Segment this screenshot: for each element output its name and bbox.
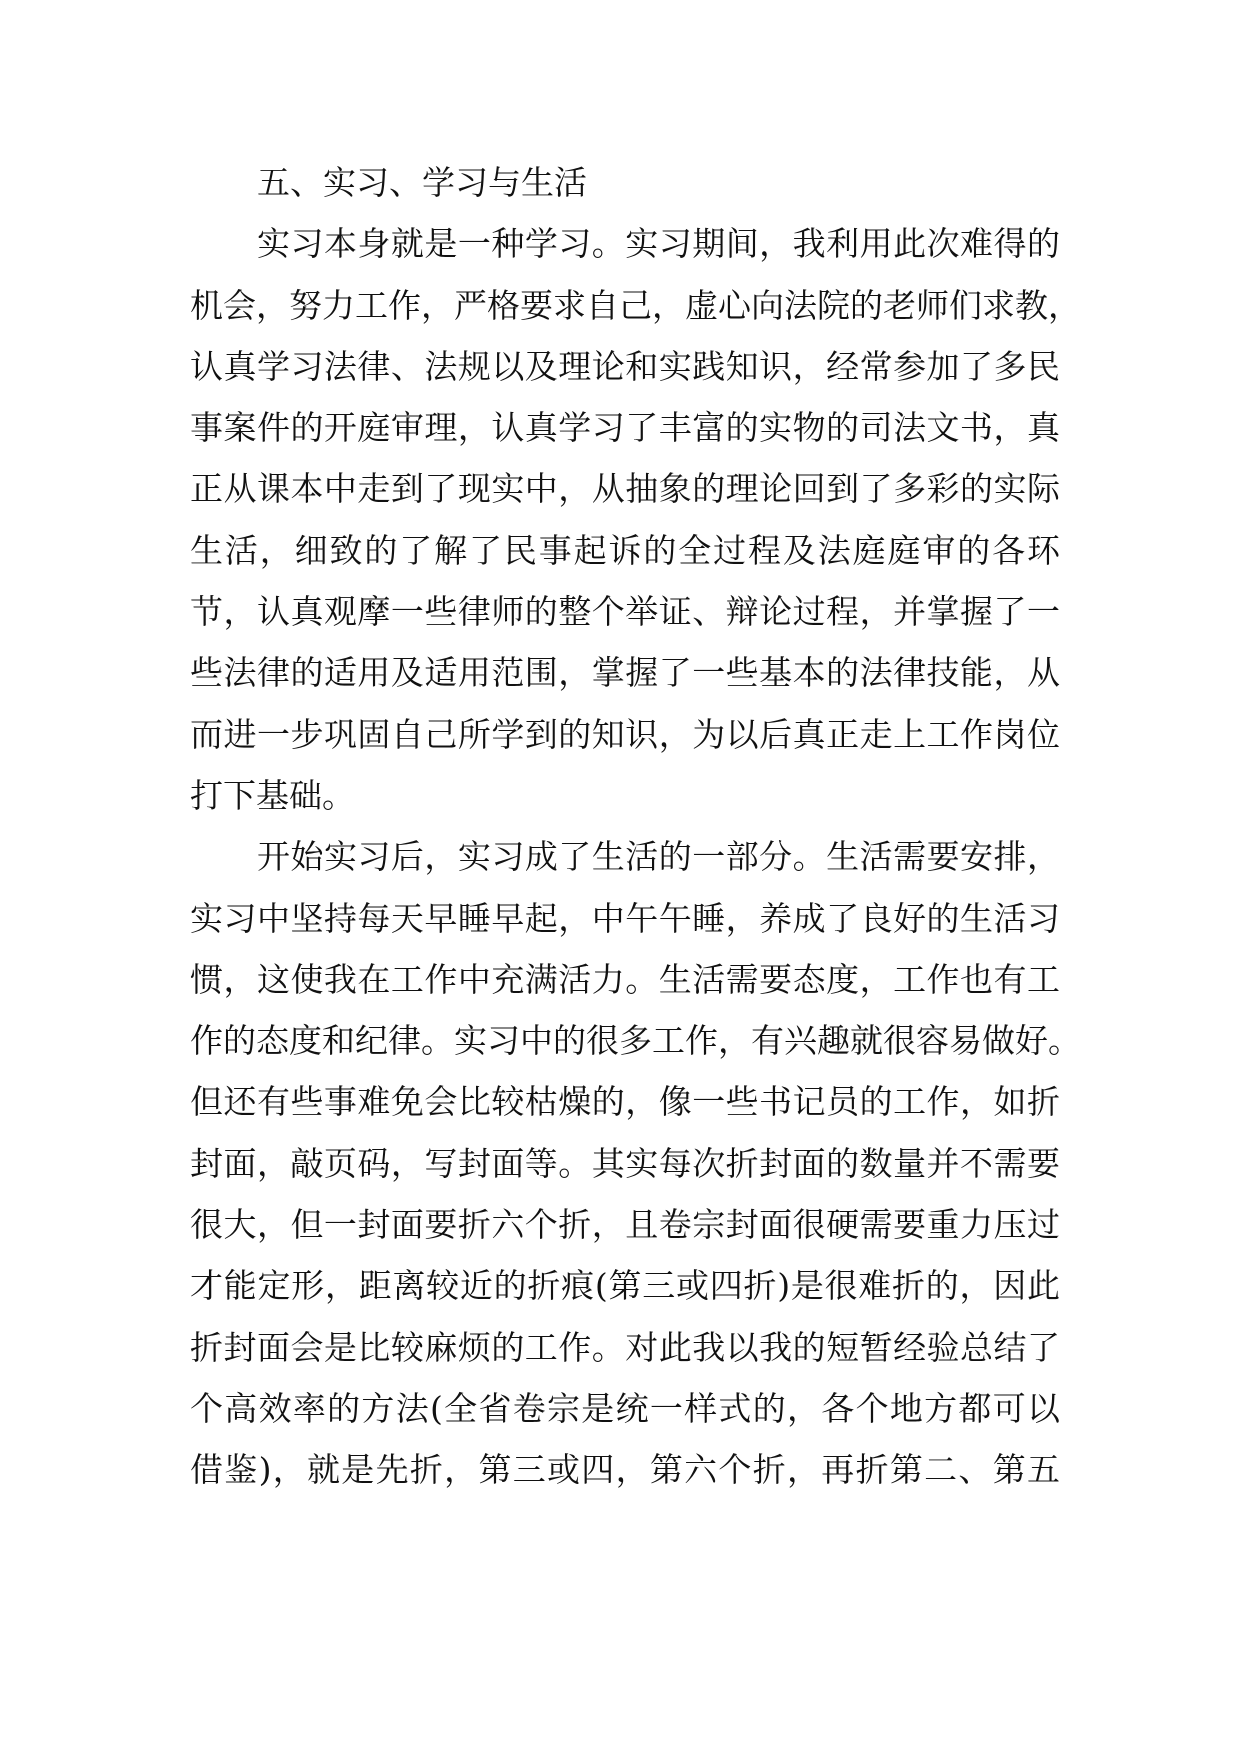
paragraph-line: 惯，这使我在工作中充满活力。生活需要态度，工作也有工 <box>190 959 1060 999</box>
paragraph-line: 事案件的开庭审理，认真学习了丰富的实物的司法文书，真 <box>190 408 1060 448</box>
paragraph-line: 很大，但一封面要折六个折，且卷宗封面很硬需要重力压过 <box>190 1205 1060 1245</box>
paragraph-line: 个高效率的方法(全省卷宗是统一样式的，各个地方都可以 <box>190 1388 1060 1428</box>
paragraph-line: 生活，细致的了解了民事起诉的全过程及法庭庭审的各环 <box>190 530 1060 570</box>
paragraph-line: 正从课本中走到了现实中，从抽象的理论回到了多彩的实际 <box>190 469 1060 509</box>
document-body <box>190 152 1081 1501</box>
paragraph-line: 打下基础。 <box>190 775 355 815</box>
paragraph-line: 而进一步巩固自己所学到的知识，为以后真正走上工作岗位 <box>190 714 1060 754</box>
paragraph-line: 机会，努力工作，严格要求自己，虚心向法院的老师们求教， <box>190 285 1081 325</box>
paragraph-line: 封面，敲页码，写封面等。其实每次折封面的数量并不需要 <box>190 1143 1060 1183</box>
paragraph-line: 实习中坚持每天早睡早起，中午午睡，养成了良好的生活习 <box>190 898 1060 938</box>
paragraph-line: 但还有些事难免会比较枯燥的，像一些书记员的工作，如折 <box>190 1082 1060 1122</box>
paragraph-line: 些法律的适用及适用范围，掌握了一些基本的法律技能，从 <box>190 653 1060 693</box>
paragraph-line: 才能定形，距离较近的折痕(第三或四折)是很难折的，因此 <box>190 1266 1060 1306</box>
paragraph-line: 开始实习后，实习成了生活的一部分。生活需要安排， <box>257 837 1060 877</box>
section-heading: 五、实习、学习与生活 <box>257 163 587 202</box>
paragraph-line: 实习本身就是一种学习。实习期间，我利用此次难得的 <box>257 224 1060 264</box>
paragraph-internship-learning <box>190 213 1081 826</box>
paragraph-line: 节，认真观摩一些律师的整个举证、辩论过程，并掌握了一 <box>190 592 1060 632</box>
paragraph-line: 借鉴)，就是先折，第三或四，第六个折，再折第二、第五 <box>190 1450 1060 1490</box>
paragraph-internship-life <box>190 826 1081 1500</box>
paragraph-line: 作的态度和纪律。实习中的很多工作，有兴趣就很容易做好。 <box>190 1021 1081 1061</box>
paragraph-line: 折封面会是比较麻烦的工作。对此我以我的短暂经验总结了 <box>190 1327 1060 1367</box>
paragraph-line: 认真学习法律、法规以及理论和实践知识，经常参加了多民 <box>190 346 1060 386</box>
